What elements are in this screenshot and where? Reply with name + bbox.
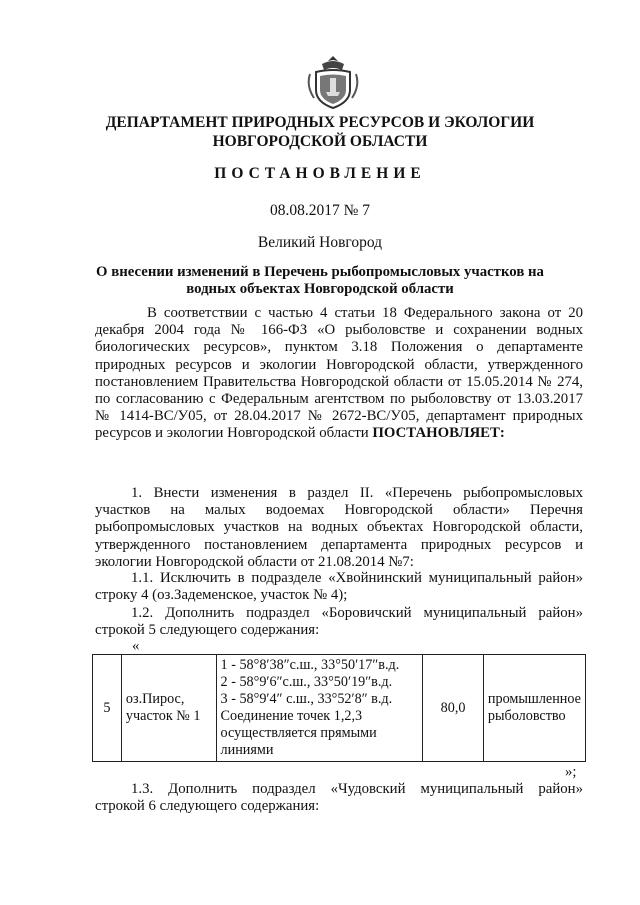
document-city: Великий Новгород xyxy=(257,234,383,251)
preamble-text: В соответствии с частью 4 статьи 18 Федерального закона от 20 декабря 2004 года № 166-ФЗ «О рыболовстве и сохранении водных биологических ресурсов», пунктом 3.18 Положения о департаменте природных ресурсов и экологии Новгородской области, утвержденного постановлением Правительства Новгородской области от 15.05.2014 № 274, по согласованию с Федеральным агентством по рыболовству от 13.03.2017 № 1414-ВС/У05, от 28.04.2017 № 2672-ВС/У05, департамент природных ресурсов и экологии Новгородской области xyxy=(95,305,583,442)
quote-close: »; xyxy=(565,764,577,780)
item-1-2-line-2: строкой 5 следующего содержания: xyxy=(95,622,320,638)
document-type: ПОСТАНОВЛЕНИЕ xyxy=(214,165,426,182)
item-1-1-paragraph: 1.1. Исключить в подразделе «Хвойнинский муниципальный район» строку 4 (оз.Задеменское, участок № 4); xyxy=(95,570,583,604)
subject-line-1: О внесении изменений в Перечень рыбопромысловых участков на xyxy=(96,264,544,280)
quote-open: « xyxy=(132,638,140,654)
fishing-type: промышленное рыболовство xyxy=(483,655,585,762)
site-area: 80,0 xyxy=(423,655,484,762)
organization-name xyxy=(0,113,640,151)
coat-of-arms-icon xyxy=(306,52,360,112)
coordinate-line: 1 - 58°8′38″с.ш., 33°50′17″в.д. xyxy=(220,657,400,673)
fishing-sites-table xyxy=(92,654,586,762)
coordinate-line: 2 - 58°9′6″с.ш., 33°50′19″в.д. xyxy=(220,674,393,690)
item-1-paragraph: 1. Внести изменения в раздел II. «Перечень рыбопромысловых участков на малых водоемах Новгородской области» Перечня рыбопромысловых участков на водных объектах Новгородской области, утвержденного постановлением департамента природных ресурсов и экологии Новгородской области от 21.08.2014 №7: xyxy=(95,485,583,570)
site-coordinates xyxy=(216,655,423,762)
row-number: 5 xyxy=(93,655,122,762)
decree-word: ПОСТАНОВЛЯЕТ: xyxy=(372,425,505,442)
item-1-3-line-1: 1.3. Дополнить подраздел «Чудовский муниципальный район» xyxy=(131,781,583,797)
item-1-3-line-2: строкой 6 следующего содержания: xyxy=(95,798,320,814)
coordinate-line: 3 - 58°9′4″ с.ш., 33°52′8″ в.д. xyxy=(220,691,393,707)
preamble-paragraph xyxy=(95,305,583,443)
document-date-number: 08.08.2017 № 7 xyxy=(269,202,371,219)
site-name: оз.Пирос, участок № 1 xyxy=(121,655,216,762)
organization-line-1: ДЕПАРТАМЕНТ ПРИРОДНЫХ РЕСУРСОВ И ЭКОЛОГИИ xyxy=(105,114,535,131)
subject-line-2: водных объектах Новгородской области xyxy=(186,281,454,297)
coordinate-line: Соединение точек 1,2,3 осуществляется прямыми линиями xyxy=(220,708,377,758)
table-row xyxy=(93,655,586,762)
document-subject xyxy=(0,264,640,298)
item-1-2-line-1: 1.2. Дополнить подраздел «Боровичский муниципальный район» xyxy=(131,605,583,621)
organization-line-2: НОВГОРОДСКОЙ ОБЛАСТИ xyxy=(212,133,428,150)
